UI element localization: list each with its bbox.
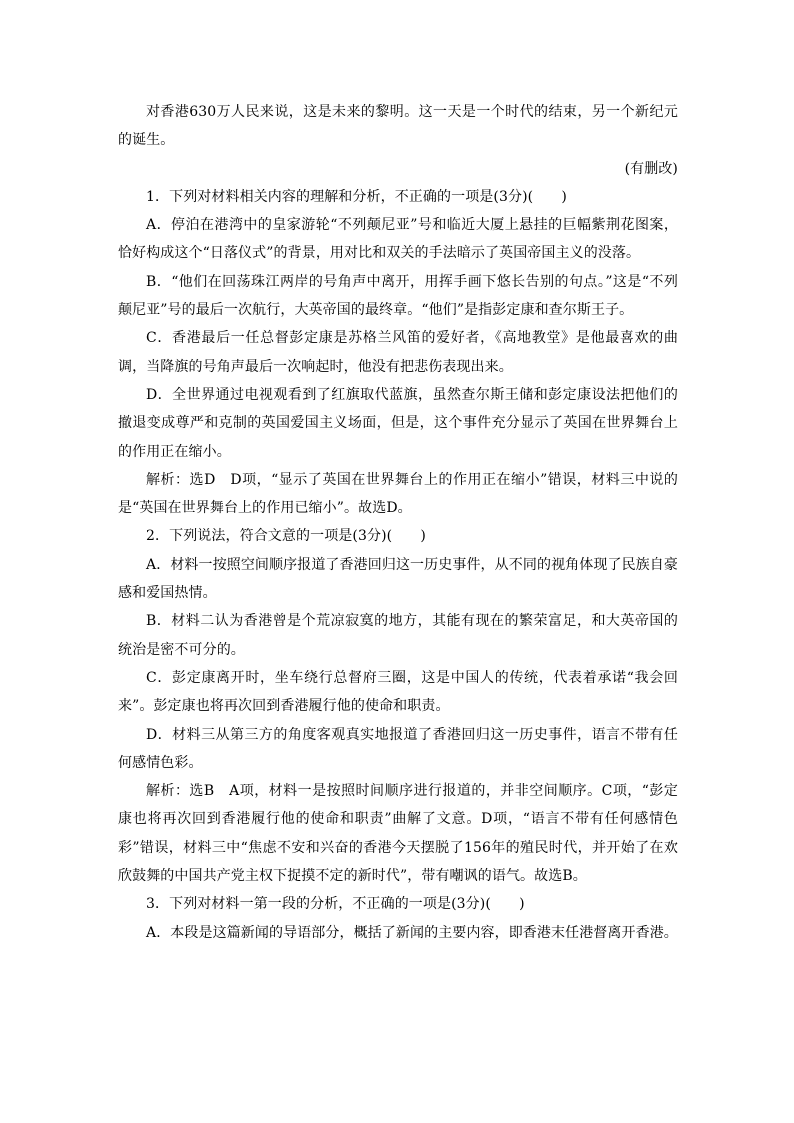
text-paragraph-intro: 对香港630万人民来说，这是未来的黎明。这一天是一个时代的结束，另一个新纪元的诞生。 [118, 104, 678, 149]
question-3-stem: 3．下列对材料一第一段的分析，不正确的一项是(3分)( ) [146, 896, 525, 913]
question-1-stem: 1．下列对材料相关内容的理解和分析，不正确的一项是(3分)( ) [146, 188, 567, 205]
question-1-option-c: C．香港最后一任总督彭定康是苏格兰风笛的爱好者，《高地教堂》是他最喜欢的曲调，当降旗的号角声最后一次响起时，他没有把悲伤表现出来。 [118, 330, 678, 375]
question-2-option-a: A．材料一按照空间顺序报道了香港回归这一历史事件，从不同的视角体现了民族自豪感和爱国热情。 [118, 556, 678, 602]
source-note: (有删改) [624, 160, 678, 177]
document-page [118, 98, 678, 947]
question-3-option-a: A．本段是这篇新闻的导语部分，概括了新闻的主要内容，即香港末任港督离开香港。 [146, 924, 678, 941]
question-2-analysis: 解析：选B A项，材料一是按照时间顺序进行报道的，并非空间顺序。C项，“彭定康也将再次回到香港履行他的使命和职责”曲解了文意。D项，“语言不带有任何感情色彩”错误，材料三中“焦虑不安和兴奋的香港今天摆脱了156年的殖民时代，并开始了在欢欣鼓舞的中国共产党主权下捉摸不定的新时代”，带有嘲讽的语气。故选B。 [118, 783, 678, 885]
question-1-option-a: A．停泊在港湾中的皇家游轮“不列颠尼亚”号和临近大厦上悬挂的巨幅紫荆花图案，恰好构成这个“日落仪式”的背景，用对比和双关的手法暗示了英国帝国主义的没落。 [118, 217, 678, 262]
question-2-option-d: D．材料三从第三方的角度客观真实地报道了香港回归这一历史事件，语言不带有任何感情色彩。 [118, 726, 678, 771]
question-1-option-d: D．全世界通过电视观看到了红旗取代蓝旗，虽然查尔斯王储和彭定康设法把他们的撤退变成尊严和克制的英国爱国主义场面，但是，这个事件充分显示了英国在世界舞台上的作用正在缩小。 [118, 386, 678, 460]
question-2-stem: 2．下列说法，符合文意的一项是(3分)( ) [146, 528, 426, 545]
question-2-option-c: C．彭定康离开时，坐车绕行总督府三圈，这是中国人的传统，代表着承诺“我会回来”。彭定康也将再次回到香港履行他的使命和职责。 [118, 669, 678, 715]
question-1-analysis: 解析：选D D项，“显示了英国在世界舞台上的作用正在缩小”错误，材料三中说的是“英国在世界舞台上的作用已缩小”。故选D。 [118, 471, 678, 517]
question-1-option-b: B．“他们在回荡珠江两岸的号角声中离开，用挥手画下悠长告别的句点。”这是“不列颠尼亚”号的最后一次航行，大英帝国的最终章。“他们”是指彭定康和查尔斯王子。 [118, 273, 678, 319]
question-2-option-b: B．材料二认为香港曾是个荒凉寂寞的地方，其能有现在的繁荣富足，和大英帝国的统治是密不可分的。 [118, 613, 678, 658]
